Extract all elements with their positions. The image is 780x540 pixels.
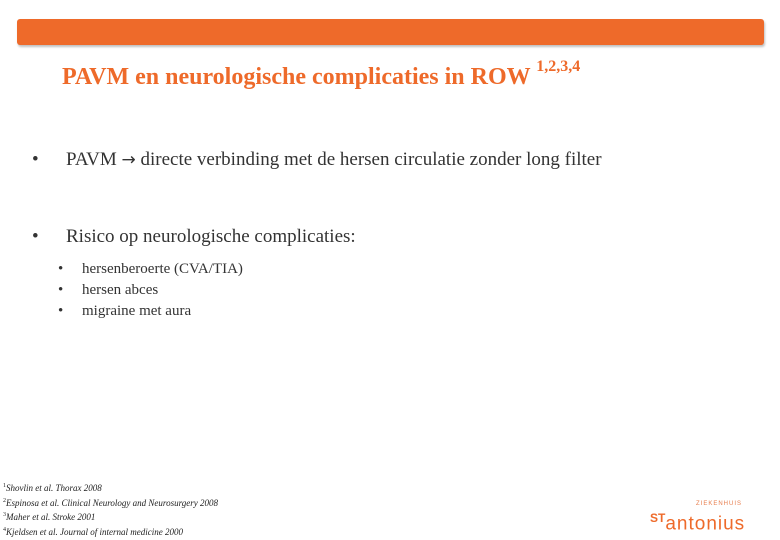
reference-number: 1 (3, 483, 6, 489)
bullet-dot-icon: • (58, 282, 64, 298)
logo-subtitle: ZIEKENHUIS (696, 501, 743, 507)
reference-number: 4 (3, 526, 6, 533)
list-item-text: hersenberoerte (CVA/TIA) (82, 261, 243, 277)
list-item (58, 259, 243, 280)
logo-wordmark (650, 511, 745, 535)
slide-title (62, 58, 762, 91)
title-superscript: 1,2,3,4 (536, 58, 581, 75)
logo-st: ST (650, 511, 666, 525)
reference-item (3, 509, 218, 524)
sub-bullet-list (58, 259, 243, 322)
logo-name: antonius (665, 513, 746, 535)
title-text: PAVM en neurologische complicaties in ROW (62, 64, 531, 90)
reference-text: Shovlin et al. Thorax 2008 (6, 483, 102, 493)
bullet-item-risico (32, 226, 356, 248)
reference-item (3, 480, 218, 495)
reference-text: Maher et al. Stroke 2001 (6, 512, 96, 522)
bullet-pavm-text: directe verbinding met de hersen circulatie zonder long filter (140, 149, 602, 170)
reference-item (3, 524, 218, 539)
arrow-right-icon: → (121, 150, 136, 170)
list-item (58, 301, 243, 322)
bullet-dot-icon: • (32, 226, 39, 247)
bullet-item-pavm (32, 149, 602, 171)
st-antonius-logo (650, 501, 770, 536)
list-item-text: migraine met aura (82, 303, 192, 319)
bullet-dot-icon: • (58, 261, 64, 277)
bullet-dot-icon: • (32, 149, 39, 170)
bullet-dot-icon: • (58, 303, 64, 319)
reference-item (3, 495, 218, 510)
reference-text: Espinosa et al. Clinical Neurology and Neurosurgery 2008 (6, 497, 218, 508)
reference-text: Kjeldsen et al. Journal of internal medicine 2000 (6, 526, 183, 537)
list-item (58, 280, 243, 301)
bullet-pavm-label: PAVM (66, 149, 117, 170)
header-bar (17, 19, 764, 45)
reference-number: 3 (3, 512, 6, 518)
references (3, 480, 218, 538)
list-item-text: hersen abces (82, 282, 159, 298)
bullet-risico-text: Risico op neurologische complicaties: (66, 226, 356, 247)
reference-number: 2 (3, 497, 6, 504)
